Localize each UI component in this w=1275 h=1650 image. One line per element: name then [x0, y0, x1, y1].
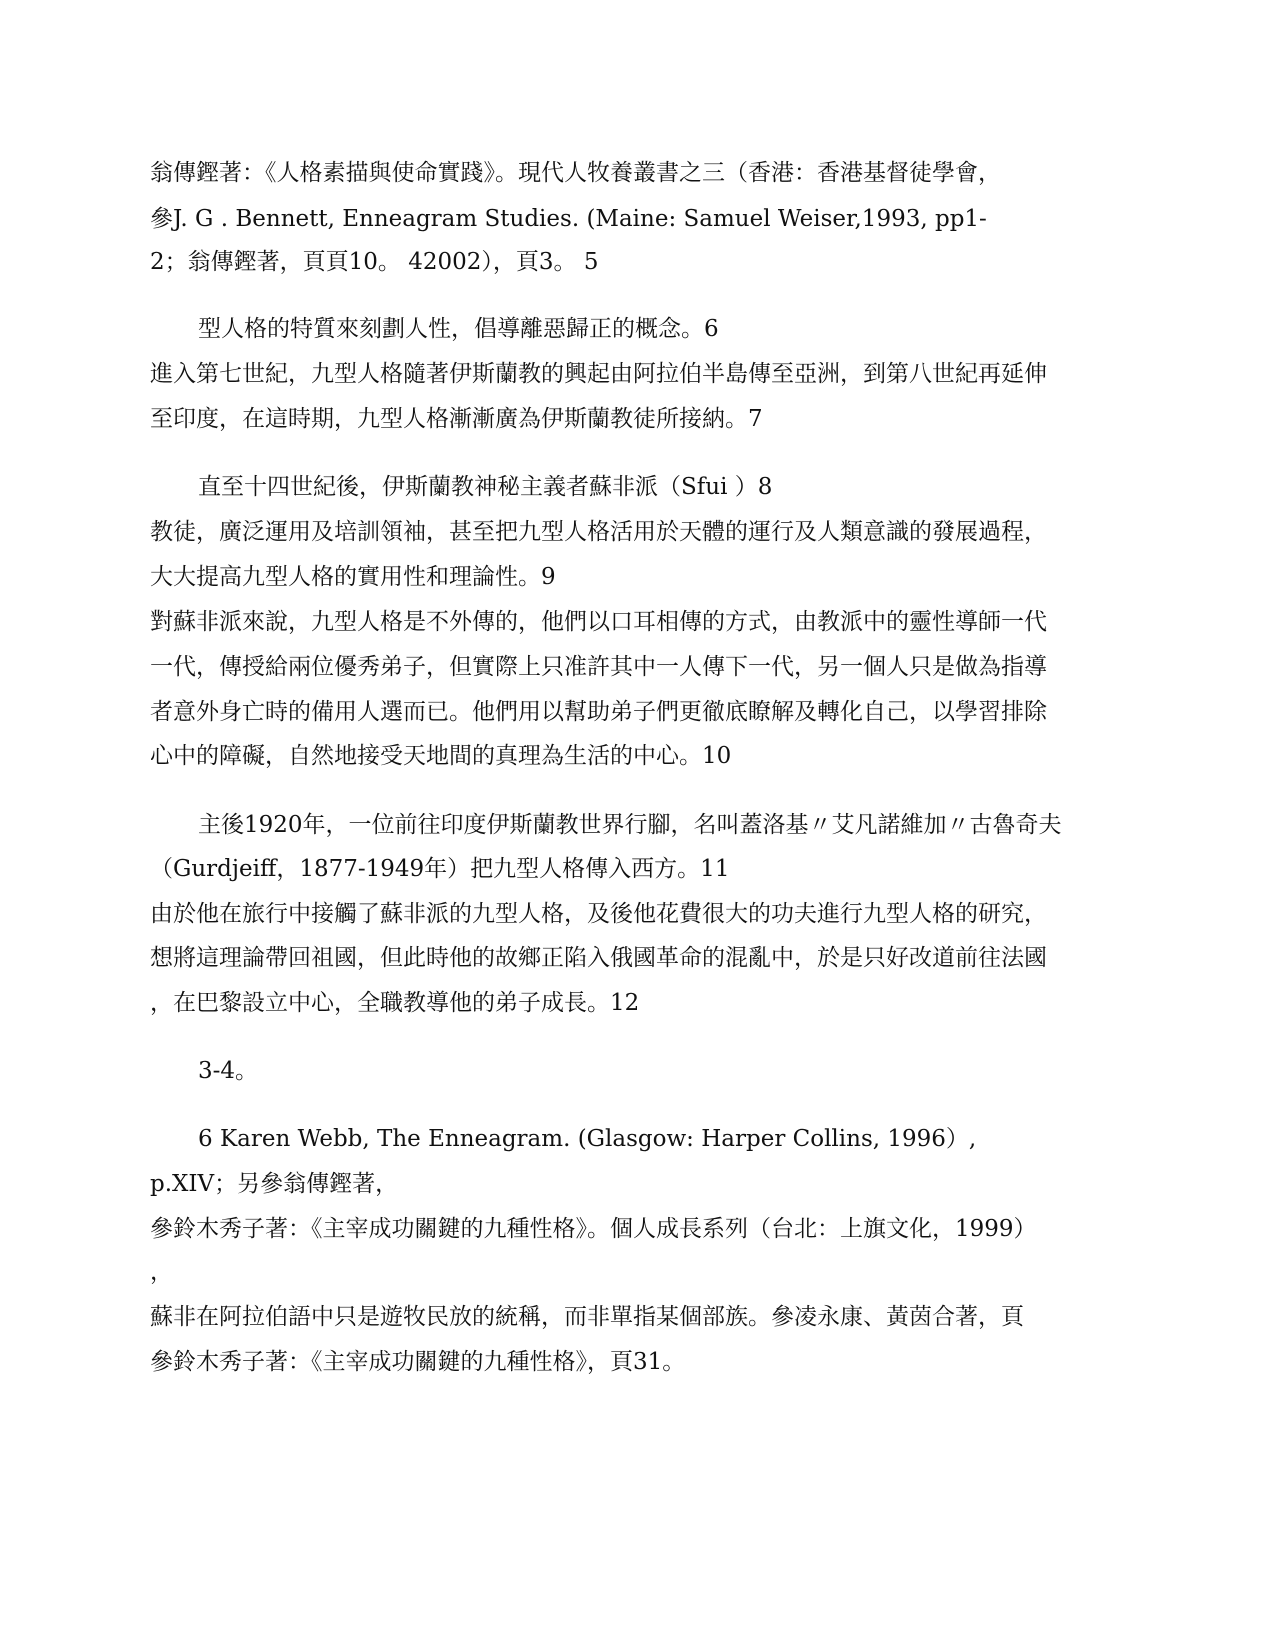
text-line: 進入第七世紀，九型人格隨著伊斯蘭教的興起由阿拉伯半島傳至亞洲，到第八世紀再延伸: [150, 361, 1047, 387]
text-line: ，: [150, 1259, 173, 1285]
text-line: 心中的障礙，自然地接受天地間的真理為生活的中心。10: [150, 743, 732, 769]
text-line: （Gurdjeiff，1877-1949年）把九型人格傳入西方。11: [150, 856, 730, 882]
text-line: 蘇非在阿拉伯語中只是遊牧民放的統稱，而非單指某個部族。參凌永康、黃茵合著，頁: [150, 1304, 1024, 1330]
text-line: 6 Karen Webb, The Enneagram. (Glasgow: Harper Collins, 1996）,: [198, 1126, 977, 1152]
text-line: 一代，傳授給兩位優秀弟子，但實際上只准許其中一人傳下一代，另一個人只是做為指導: [150, 654, 1047, 680]
text-line: p.XIV；另參翁傳鏗著，: [150, 1171, 399, 1197]
text-line: 型人格的特質來刻劃人性，倡導離惡歸正的概念。6: [198, 316, 719, 342]
text-line: ，在巴黎設立中心，全職教導他的弟子成長。12: [150, 990, 640, 1016]
text-line: 參鈴木秀子著：《主宰成功關鍵的九種性格》。個人成長系列（台北：上旗文化，1999）: [150, 1216, 1037, 1242]
text-line: 由於他在旅行中接觸了蘇非派的九型人格，及後他花費很大的功夫進行九型人格的研究，: [150, 901, 1047, 927]
text-line: 教徒，廣泛運用及培訓領袖，甚至把九型人格活用於天體的運行及人類意識的發展過程，: [150, 519, 1047, 545]
text-line: 主後1920年，一位前往印度伊斯蘭教世界行腳，名叫蓋洛基〃艾凡諾維加〃古魯奇夫: [198, 812, 1062, 838]
text-line: 者意外身亡時的備用人選而已。他們用以幫助弟子們更徹底瞭解及轉化自己，以學習排除: [150, 699, 1047, 725]
text-line: 翁傳鏗著：《人格素描與使命實踐》。現代人牧養叢書之三（香港：香港基督徒學會，: [150, 160, 1001, 186]
text-line: 直至十四世紀後，伊斯蘭教神秘主義者蘇非派（Sfui ）8: [198, 474, 773, 500]
text-line: 想將這理論帶回祖國，但此時他的故鄉正陷入俄國革命的混亂中，於是只好改道前往法國: [150, 945, 1047, 971]
text-line: 參鈴木秀子著：《主宰成功關鍵的九種性格》，頁31。: [150, 1349, 686, 1375]
text-line: 2；翁傳鏗著，頁頁10。 42002），頁3。 5: [150, 249, 599, 275]
text-line: 至印度，在這時期，九型人格漸漸廣為伊斯蘭教徒所接納。7: [150, 406, 763, 432]
text-line: 大大提高九型人格的實用性和理論性。9: [150, 564, 556, 590]
text-line: 對蘇非派來說，九型人格是不外傳的，他們以口耳相傳的方式，由教派中的靈性導師一代: [150, 609, 1047, 635]
text-line: 參J. G . Bennett, Enneagram Studies. (Maine: Samuel Weiser,1993, pp1-: [150, 206, 987, 232]
text-line: 3-4。: [198, 1058, 259, 1084]
